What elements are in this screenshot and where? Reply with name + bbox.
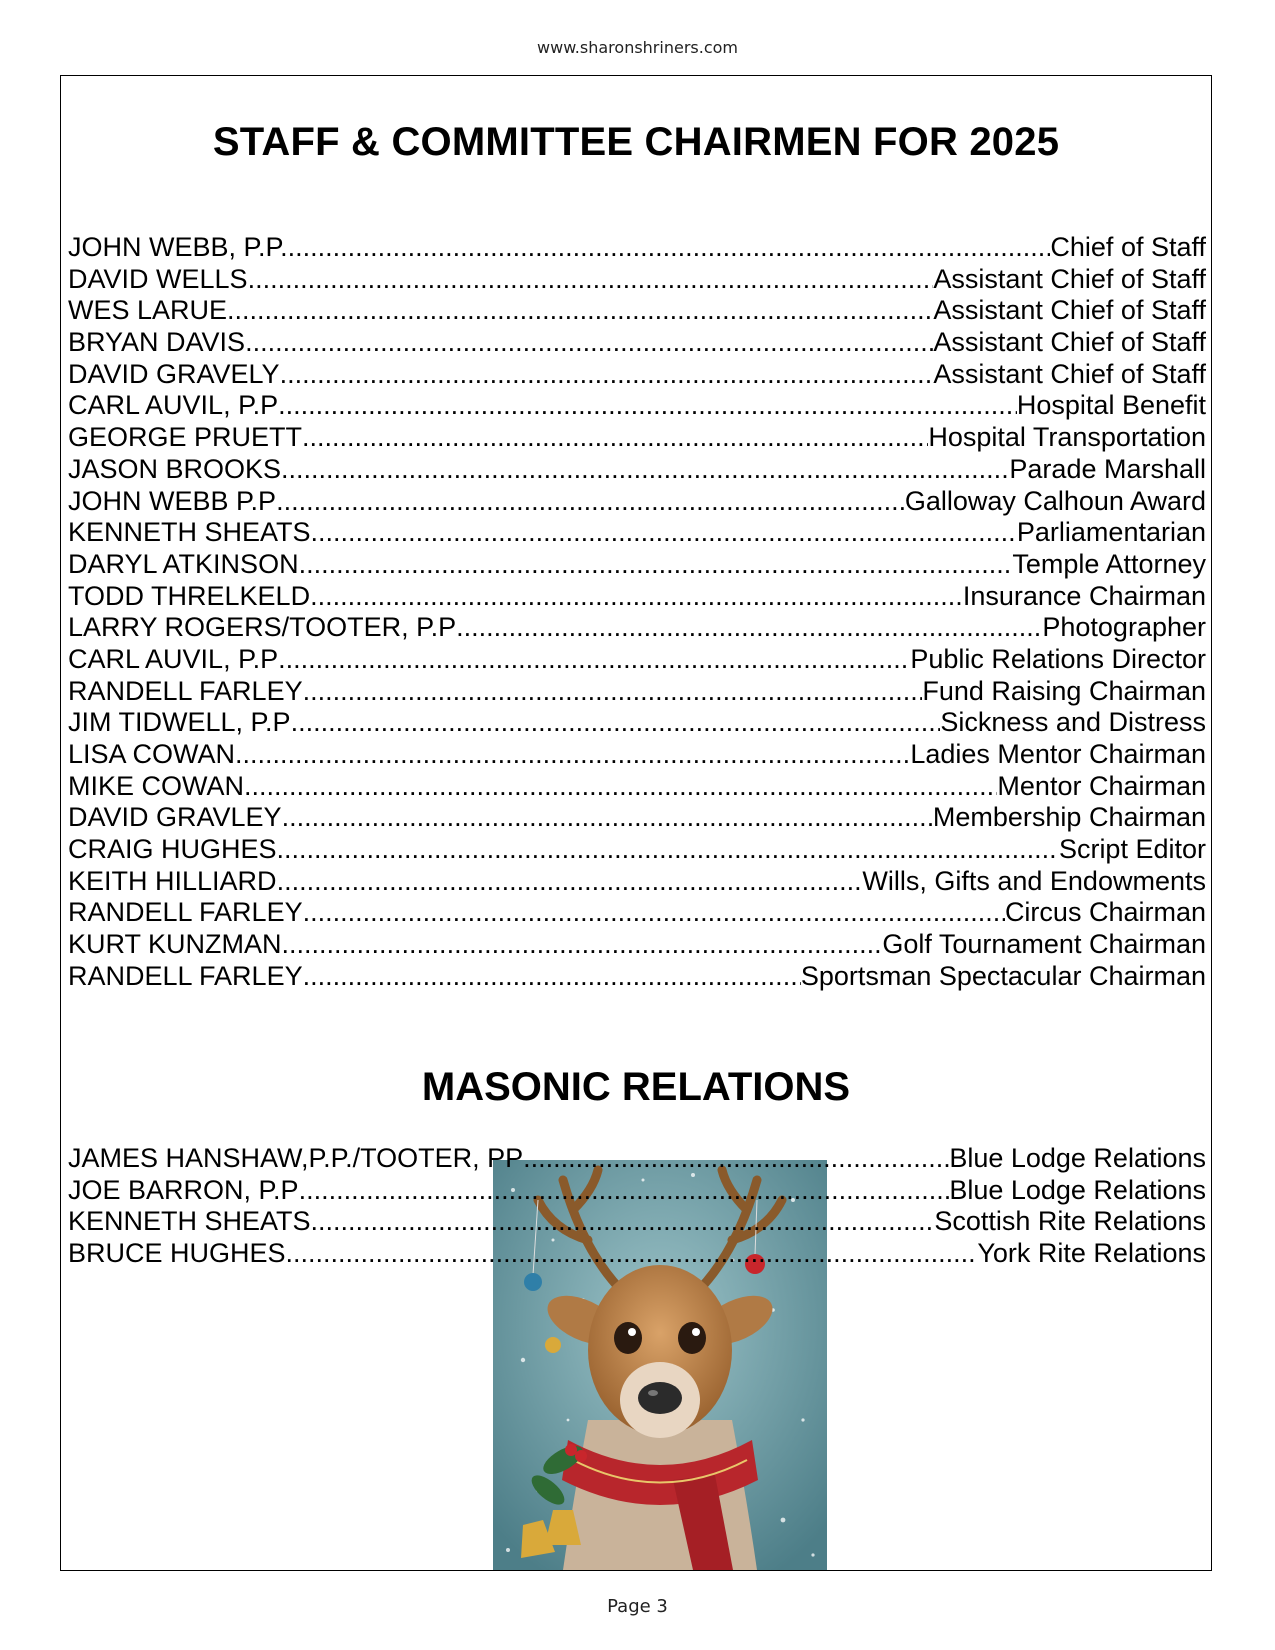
dot-leader — [303, 897, 1005, 929]
member-role: Public Relations Director — [910, 643, 1206, 674]
dot-leader — [299, 1175, 950, 1207]
list-item — [68, 390, 1206, 422]
member-name: BRYAN DAVIS — [68, 327, 246, 358]
member-name: JOE BARRON, P.P — [68, 1174, 299, 1205]
list-item — [68, 802, 1206, 834]
masonic-section-title: MASONIC RELATIONS — [421, 1065, 851, 1109]
dot-leader — [302, 422, 928, 454]
dot-leader — [282, 802, 933, 834]
member-name: KURT KUNZMAN — [68, 929, 282, 960]
member-name: TODD THRELKELD — [68, 580, 311, 611]
dot-leader — [288, 232, 1051, 264]
member-role: Photographer — [1042, 612, 1206, 643]
list-item — [68, 929, 1206, 961]
list-item — [68, 866, 1206, 898]
dot-leader — [299, 549, 1013, 581]
dot-leader — [277, 866, 863, 898]
member-name: RANDELL FARLEY — [68, 960, 303, 991]
list-item — [68, 549, 1206, 581]
dot-leader — [310, 581, 963, 613]
list-item — [68, 612, 1206, 644]
dot-leader — [235, 739, 910, 771]
dot-leader — [523, 1143, 949, 1175]
dot-leader — [286, 1238, 978, 1270]
member-role: Ladies Mentor Chairman — [910, 739, 1206, 769]
list-item — [68, 1143, 1206, 1175]
list-item — [68, 739, 1206, 771]
dot-leader — [277, 834, 1059, 866]
list-item — [68, 961, 1206, 993]
site-url: www.sharonshriners.com — [537, 38, 738, 57]
list-item — [68, 707, 1206, 739]
member-name: JOHN WEBB P.P — [68, 485, 277, 516]
member-role: Chief of Staff — [1050, 232, 1206, 262]
member-name: MIKE COWAN — [68, 770, 245, 801]
dot-leader — [244, 771, 997, 803]
dot-leader — [280, 359, 934, 391]
member-role: Scottish Rite Relations — [934, 1206, 1206, 1237]
member-role: Mentor Chairman — [997, 770, 1206, 801]
member-role: Galloway Calhoun Award — [904, 485, 1206, 516]
staff-list — [68, 232, 1206, 993]
member-role: Sportsman Spectacular Chairman — [800, 960, 1206, 991]
member-role: Wills, Gifts and Endowments — [862, 865, 1206, 896]
member-role: Assistant Chief of Staff — [933, 263, 1206, 294]
dot-leader — [311, 517, 1017, 549]
dot-leader — [227, 295, 933, 327]
member-name: CARL AUVIL, P.P — [68, 390, 279, 421]
list-item — [68, 771, 1206, 803]
dot-leader — [245, 327, 933, 359]
member-role: Assistant Chief of Staff — [933, 327, 1206, 358]
member-name: RANDELL FARLEY — [68, 897, 303, 928]
masonic-list — [68, 1143, 1206, 1270]
member-role: Script Editor — [1058, 834, 1206, 865]
member-role: Sickness and Distress — [940, 707, 1206, 738]
member-role: York Rite Relations — [977, 1238, 1206, 1269]
list-item — [68, 1175, 1206, 1207]
page-number: Page 3 — [607, 1596, 668, 1617]
list-item — [68, 834, 1206, 866]
member-name: DARYL ATKINSON — [68, 548, 299, 579]
list-item — [68, 359, 1206, 391]
dot-leader — [281, 454, 1009, 486]
list-item — [68, 422, 1206, 454]
member-name: RANDELL FARLEY — [68, 675, 303, 706]
member-role: Blue Lodge Relations — [949, 1143, 1206, 1173]
member-role: Parliamentarian — [1016, 517, 1206, 548]
member-role: Fund Raising Chairman — [922, 675, 1206, 706]
list-item — [68, 295, 1206, 327]
dot-leader — [248, 264, 934, 296]
list-item — [68, 581, 1206, 613]
staff-section-title: STAFF & COMMITTEE CHAIRMEN FOR 2025 — [212, 120, 1060, 164]
list-item — [68, 454, 1206, 486]
member-role: Blue Lodge Relations — [949, 1174, 1206, 1205]
member-role: Assistant Chief of Staff — [933, 295, 1206, 326]
list-item — [68, 676, 1206, 708]
member-role: Temple Attorney — [1012, 548, 1206, 579]
member-name: JIM TIDWELL, P.P — [68, 707, 291, 738]
list-item — [68, 486, 1206, 518]
member-name: DAVID WELLS — [68, 263, 248, 294]
dot-leader — [303, 961, 801, 993]
member-name: KENNETH SHEATS — [68, 517, 311, 548]
member-role: Golf Tournament Chairman — [882, 929, 1206, 960]
dot-leader — [456, 612, 1042, 644]
dot-leader — [276, 486, 905, 518]
member-name: JASON BROOKS — [68, 453, 282, 484]
member-name: CARL AUVIL, P.P — [68, 643, 279, 674]
member-name: DAVID GRAVELY — [68, 358, 280, 389]
list-item — [68, 232, 1206, 264]
dot-leader — [278, 390, 1017, 422]
member-role: Membership Chairman — [932, 802, 1206, 833]
list-item — [68, 1206, 1206, 1238]
dot-leader — [282, 929, 883, 961]
list-item — [68, 1238, 1206, 1270]
member-role: Hospital Transportation — [928, 422, 1206, 453]
dot-leader — [303, 676, 923, 708]
dot-leader — [291, 707, 941, 739]
member-name: LARRY ROGERS/TOOTER, P.P — [68, 612, 457, 643]
list-item — [68, 517, 1206, 549]
member-name: KEITH HILLIARD — [68, 865, 277, 896]
member-name: KENNETH SHEATS — [68, 1206, 311, 1237]
list-item — [68, 327, 1206, 359]
member-name: GEORGE PRUETT — [68, 422, 303, 453]
member-name: JOHN WEBB, P.P. — [68, 232, 288, 262]
member-role: Circus Chairman — [1004, 897, 1206, 928]
member-name: LISA COWAN — [68, 739, 236, 769]
member-name: JAMES HANSHAW,P.P./TOOTER, PP — [68, 1143, 524, 1173]
member-name: DAVID GRAVLEY — [68, 802, 282, 833]
member-name: BRUCE HUGHES — [68, 1238, 286, 1269]
member-role: Assistant Chief of Staff — [933, 358, 1206, 389]
list-item — [68, 264, 1206, 296]
member-name: WES LARUE — [68, 295, 228, 326]
member-name: CRAIG HUGHES — [68, 834, 277, 865]
member-role: Insurance Chairman — [962, 580, 1206, 611]
dot-leader — [278, 644, 910, 676]
member-role: Parade Marshall — [1009, 453, 1206, 484]
dot-leader — [311, 1206, 935, 1238]
list-item — [68, 897, 1206, 929]
member-role: Hospital Benefit — [1016, 390, 1206, 421]
list-item — [68, 644, 1206, 676]
